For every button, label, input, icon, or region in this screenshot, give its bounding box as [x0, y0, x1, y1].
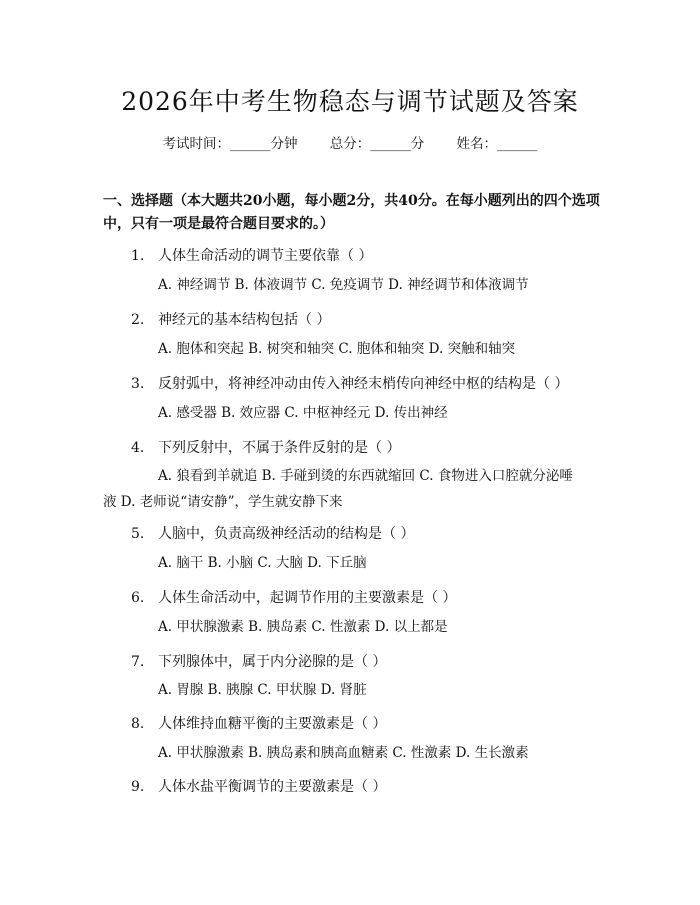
exam-score-field: 总分：______分: [329, 136, 425, 152]
question-stem: [131, 245, 571, 265]
question-options: A. 甲状腺激素 B. 胰岛素和胰高血糖素 C. 性激素 D. 生长激素: [158, 745, 529, 761]
question-number: 7.: [131, 654, 145, 670]
question-stem: [131, 651, 571, 671]
question-text: 人体维持血糖平衡的主要激素是（ ）: [158, 716, 387, 732]
question-number: 6.: [131, 590, 145, 606]
question-number: 3.: [131, 376, 145, 392]
question-number: 9.: [131, 779, 145, 795]
question-options: A. 胞体和突起 B. 树突和轴突 C. 胞体和轴突 D. 突触和轴突: [158, 341, 516, 357]
question-options: A. 甲状腺激素 B. 胰岛素 C. 性激素 D. 以上都是: [158, 619, 448, 635]
question-number: 4.: [131, 440, 145, 456]
exam-name-field: 姓名：______: [456, 136, 538, 152]
exam-info: [0, 132, 700, 152]
question-options: A. 脑干 B. 小脑 C. 大脑 D. 下丘脑: [158, 555, 367, 571]
question-number: 1.: [131, 248, 145, 264]
question-options: A. 感受器 B. 效应器 C. 中枢神经元 D. 传出神经: [158, 405, 448, 421]
question-stem: [131, 713, 571, 733]
exam-time-field: 考试时间：______分钟: [162, 136, 298, 152]
question-options: A. 胃腺 B. 胰腺 C. 甲状腺 D. 肾脏: [158, 682, 367, 698]
question-text: 神经元的基本结构包括（ ）: [158, 312, 331, 328]
question-stem: [131, 437, 571, 457]
question-text: 人体生命活动的调节主要依靠（ ）: [158, 248, 373, 264]
question-options: A. 神经调节 B. 体液调节 C. 免疫调节 D. 神经调节和体液调节: [158, 277, 529, 293]
question-text: 人体生命活动中，起调节作用的主要激素是（ ）: [158, 590, 457, 606]
question-stem: [131, 587, 571, 607]
section-heading: 一、选择题（本大题共20小题，每小题2分，共40分。在每小题列出的四个选项中，只有一项是最符合题目要求的。）: [103, 193, 600, 232]
question-stem: [131, 373, 571, 393]
question-number: 5.: [131, 526, 145, 542]
question-text: 下列反射中，不属于条件反射的是（ ）: [158, 440, 401, 456]
question-number: 2.: [131, 312, 145, 328]
question-number: 8.: [131, 716, 145, 732]
question-text: 反射弧中，将神经冲动由传入神经末梢传向神经中枢的结构是（ ）: [158, 376, 569, 392]
exam-title: 2026年中考生物稳态与调节试题及答案: [121, 87, 579, 116]
question-text: 下列腺体中，属于内分泌腺的是（ ）: [158, 654, 387, 670]
question-stem: [131, 776, 571, 796]
question-stem: [131, 309, 571, 329]
question-text: 人脑中，负责高级神经活动的结构是（ ）: [158, 526, 415, 542]
question-options: A. 狼看到羊就追 B. 手碰到烫的东西就缩回 C. 食物进入口腔就分泌唾液 D. 老师说“请安静”，学生就安静下来: [103, 468, 573, 510]
question-stem: [131, 523, 571, 543]
question-text: 人体水盐平衡调节的主要激素是（ ）: [158, 779, 387, 795]
